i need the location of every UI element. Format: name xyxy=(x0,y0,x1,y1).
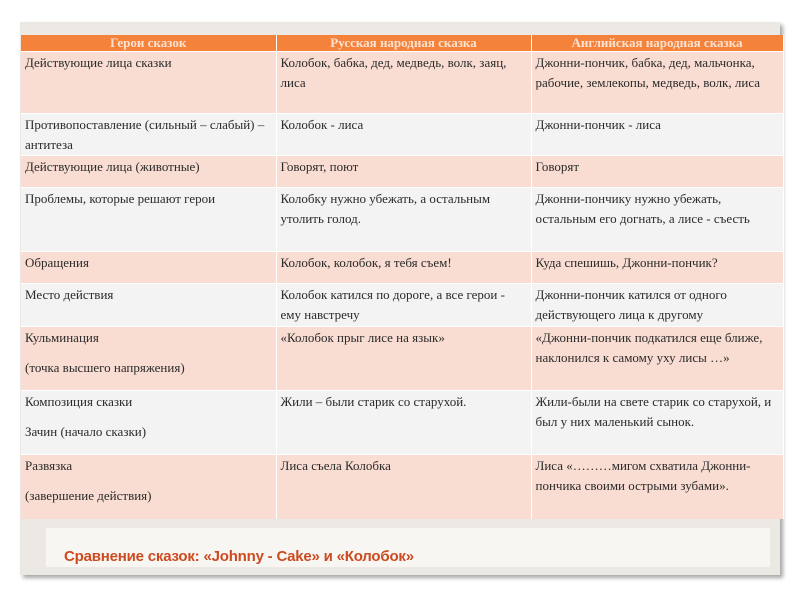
row-label: Противопоставление (сильный – слабый) – антитеза xyxy=(21,114,276,156)
row-label-sub: (завершение действия) xyxy=(25,488,152,503)
row-label-main: Развязка xyxy=(25,458,73,473)
table-row xyxy=(21,52,783,114)
slide-caption: Сравнение сказок: «Johnny - Cake» и «Колобок» xyxy=(64,548,414,565)
row-label-sub: Зачин (начало сказки) xyxy=(25,424,147,439)
row-label: Действующие лица (животные) xyxy=(21,156,276,188)
english-cell: Лиса «………мигом схватила Джонни-пончика своими острыми зубами». xyxy=(531,455,783,519)
table-row xyxy=(21,188,783,252)
russian-cell: Лиса съела Колобка xyxy=(276,455,531,519)
row-label-main: Кульминация xyxy=(25,330,99,345)
russian-cell: Жили – были старик со старухой. xyxy=(276,391,531,455)
table-row xyxy=(21,252,783,284)
header-english-tale: Английская народная сказка xyxy=(531,35,783,52)
row-label: Обращения xyxy=(21,252,276,284)
russian-cell: «Колобок прыг лисе на язык» xyxy=(276,327,531,391)
english-cell: Джонни-пончик, бабка, дед, мальчонка, рабочие, землекопы, медведь, волк, лиса xyxy=(531,52,783,114)
russian-cell: Говорят, поют xyxy=(276,156,531,188)
russian-cell: Колобок, колобок, я тебя съем! xyxy=(276,252,531,284)
table-row xyxy=(21,327,783,391)
russian-cell: Колобок - лиса xyxy=(276,114,531,156)
table-row xyxy=(21,284,783,327)
english-cell: Джонни-пончик катился от одного действующего лица к другому xyxy=(531,284,783,327)
table-row xyxy=(21,156,783,188)
table-row xyxy=(21,455,783,519)
row-label xyxy=(21,327,276,391)
row-label xyxy=(21,455,276,519)
header-heroes: Герои сказок xyxy=(21,35,276,52)
english-cell: Говорят xyxy=(531,156,783,188)
table-row xyxy=(21,391,783,455)
english-cell: Джонни-пончик - лиса xyxy=(531,114,783,156)
russian-cell: Колобок катился по дороге, а все герои - ему навстречу xyxy=(276,284,531,327)
russian-cell: Колобку нужно убежать, а остальным утолить голод. xyxy=(276,188,531,252)
russian-cell: Колобок, бабка, дед, медведь, волк, заяц, лиса xyxy=(276,52,531,114)
english-cell: Джонни-пончику нужно убежать, остальным его догнать, а лисе - съесть xyxy=(531,188,783,252)
english-cell: Куда спешишь, Джонни-пончик? xyxy=(531,252,783,284)
row-label xyxy=(21,391,276,455)
row-label: Действующие лица сказки xyxy=(21,52,276,114)
row-label-sub: (точка высшего напряжения) xyxy=(25,360,185,375)
row-label: Место действия xyxy=(21,284,276,327)
table-row xyxy=(21,114,783,156)
english-cell: «Джонни-пончик подкатился еще ближе, наклонился к самому уху лисы …» xyxy=(531,327,783,391)
table-header-row xyxy=(21,35,783,52)
english-cell: Жили-были на свете старик со старухой, и был у них маленький сынок. xyxy=(531,391,783,455)
header-russian-tale: Русская народная сказка xyxy=(276,35,531,52)
row-label-main: Композиция сказки xyxy=(25,394,133,409)
comparison-table xyxy=(21,35,784,519)
row-label: Проблемы, которые решают герои xyxy=(21,188,276,252)
